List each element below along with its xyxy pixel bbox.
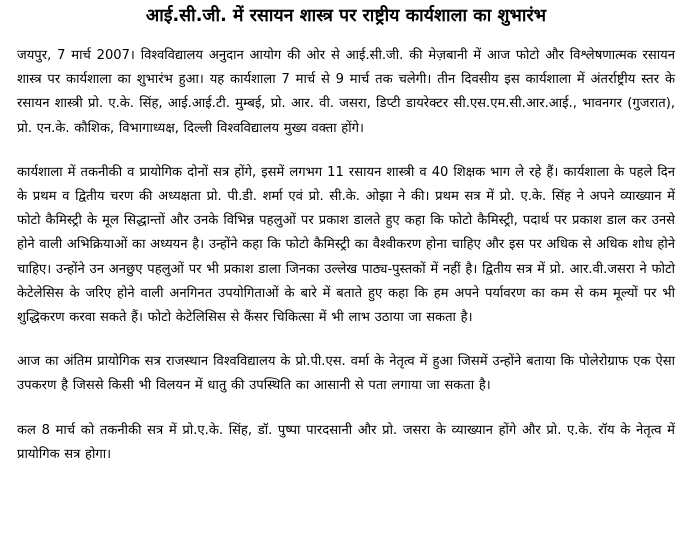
document-title: आई.सी.जी. में रसायन शास्त्र पर राष्ट्रीय कार्यशाला का शुभारंभ [145,6,547,26]
paragraph-final-session: आज का अंतिम प्रायोगिक सत्र राजस्थान विश्वविद्यालय के प्रो.पी.एस. वर्मा के नेतृत्व में हुआ जिसमें उन्होंने बताया कि पोलेरोग्राफ एक ऐसा उपकरण है जिससे किसी भी विलयन में धातु की उपस्थिति का आसानी से पता लगाया जा सकता है। [17,354,675,394]
paragraph-sessions: कार्यशाला में तकनीकी व प्रायोगिक दोनों सत्र होंगे, इसमें लगभग 11 रसायन शास्त्री व 40 शिक्षक भाग ले रहे हैं। कार्यशाला के पहले दिन के प्रथम व द्वितीय चरण की अध्यक्षता प्रो. पी.डी. शर्मा एवं प्रो. सी.के. ओझा ने की। प्रथम सत्र में प्रो. ए.के. सिंह ने अपने व्याख्यान में फोटो कैमिस्ट्री के मूल सिद्धान्तों और उनके विभिन्न पहलुओं पर प्रकाश डालते हुए कहा कि फोटो कैमिस्ट्री, पदार्थ पर प्रकाश डाल कर उनसे होने वाली अभिक्रियाओं का अध्ययन है। उन्होंने कहा कि फोटो कैमिस्ट्री का वैश्वीकरण होना चाहिए और इस पर अधिक से अधिक शोध होने चाहिए। उन्होंने उन अनछुए पहलुओं पर भी प्रकाश डाला जिनका उल्लेख पाठ्य-पुस्तकों में नहीं है। द्वितीय सत्र में प्रो. आर.वी.जसरा ने फोटो केटेलेसिस के जरिए होने वाली अनगिनत उपयोगिताओं के बारे में बताते हुए कहा कि हम अपने पर्यावरण का कम से कम मूल्यों पर भी शुद्धिकरण करवा सकते हैं। फोटो केटेलिसिस से कैंसर चिकित्सा में भी लाभ उठाया जा सकता है। [17,164,675,326]
paragraph-intro: जयपुर, 7 मार्च 2007। विश्वविद्यालय अनुदान आयोग की ओर से आई.सी.जी. की मेज़बानी में आज फोटो और विश्लेषणात्मक रसायन शास्त्र पर कार्यशाला का शुभारंभ हुआ। यह कार्यशाला 7 मार्च से 9 मार्च तक चलेगी। तीन दिवसीय इस कार्यशाला में अंतर्राष्ट्रीय स्तर के रसायन शास्त्री प्रो. ए.के. सिंह, आई.आई.टी. मुम्बई, प्रो. आर. वी. जसरा, डिप्टी डायरेक्टर सी.एस.एम.सी.आर.आई., भावनगर (गुजरात), प्रो. एन.के. कौशिक, विभागाध्यक्ष, दिल्ली विश्वविद्यालय मुख्य वक्ता होंगे। [17,48,675,136]
paragraph-tomorrow: कल 8 मार्च को तकनीकी सत्र में प्रो.ए.के. सिंह, डॉ. पुष्पा पारदसानी और प्रो. जसरा के व्याख्यान होंगे और प्रो. ए.के. रॉय के नेतृत्व में प्रायोगिक सत्र होगा। [17,422,675,462]
